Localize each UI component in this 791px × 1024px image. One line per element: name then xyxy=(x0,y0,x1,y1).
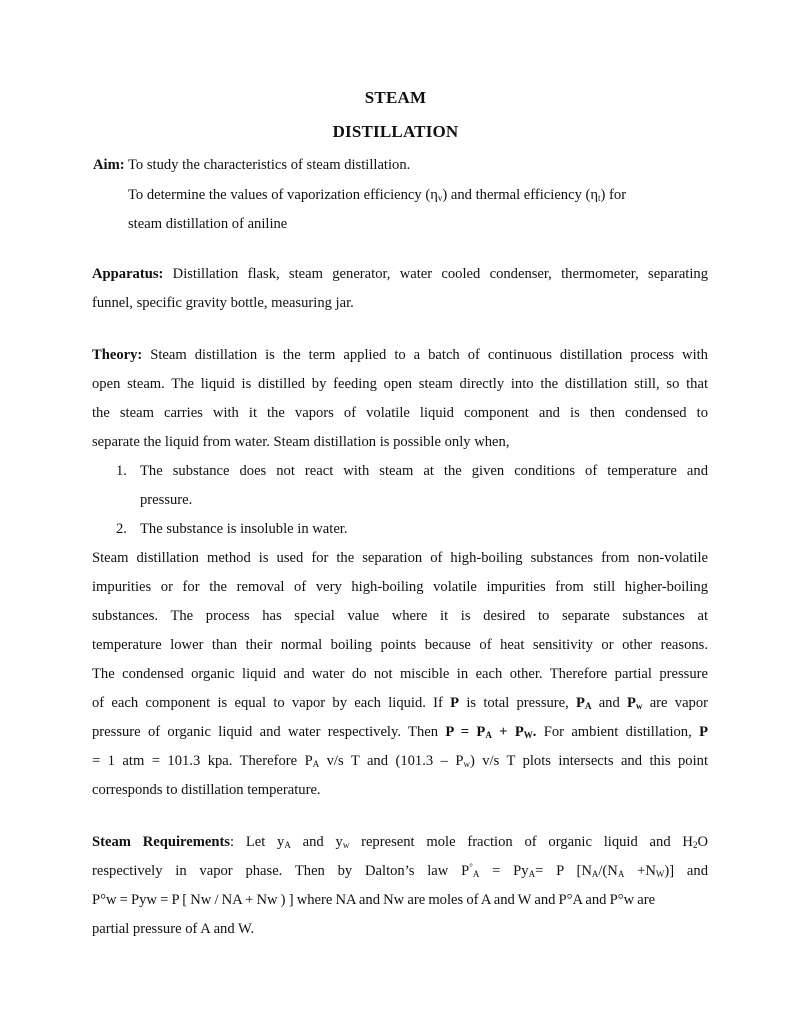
theory-para2-line-6: of each component is equal to vapor by each liquid. If P is total pressure, $P_A$ and $P_w$ are vapor xyxy=(92,695,708,711)
list-item-2: 2. The substance is insoluble in water. xyxy=(116,521,348,537)
apparatus-line-2: funnel, specific gravity bottle, measuring jar. xyxy=(92,295,354,311)
theory-line-2: open steam. The liquid is distilled by feeding open steam directly into the distillation still, so that xyxy=(92,376,708,392)
list-item-1-cont: pressure. xyxy=(140,492,193,508)
apparatus-line-1: Apparatus: Distillation flask, steam generator, water cooled condenser, thermometer, separating xyxy=(92,266,708,282)
aim-line-1: Aim: To study the characteristics of steam distillation. xyxy=(93,157,411,173)
steam-req-line-4: partial pressure of A and W. xyxy=(92,921,255,937)
theory-para2-line-2: impurities or for the removal of very high-boiling volatile impurities from still higher-boiling xyxy=(92,579,708,595)
aim-line-2: To determine the values of vaporization efficiency $(\eta_v)$ and thermal efficiency $(\eta_t)$ for xyxy=(128,187,627,203)
theory-line-3: the steam carries with it the vapors of volatile liquid component and is then condensed to xyxy=(92,405,708,421)
aim-line-3: steam distillation of aniline xyxy=(128,216,288,232)
theory-para2-line-3: substances. The process has special value where it is desired to separate substances at xyxy=(92,608,708,624)
theory-para2-line-5: The condensed organic liquid and water do not miscible in each other. Therefore partial pressure xyxy=(92,666,708,682)
apparatus-label: Apparatus: xyxy=(92,266,164,282)
aim-label: Aim: xyxy=(93,157,125,173)
steam-req-line-1: Steam Requirements: Let $y_A$ and $y_w$ represent mole fraction of organic liquid and $H_2O$ xyxy=(92,834,708,850)
theory-para2-line-8: = 1 atm = 101.3 kpa. Therefore $P_A$ v/s T and $(101.3 - P_w)$ v/s T plots intersects and this point xyxy=(92,753,708,769)
title-line-2: DISTILLATION xyxy=(332,122,459,141)
theory-para2-line-7: pressure of organic liquid and water respectively. Then $P = P_A + P_W$. For ambient distillation, P xyxy=(92,724,708,740)
theory-para2-line-4: temperature lower than their normal boiling points because of heat sensitivity or other reasons. xyxy=(92,637,708,653)
theory-para2-line-1: Steam distillation method is used for the separation of high-boiling substances from non-volatile xyxy=(92,550,708,566)
steam-req-line-3: P°w = Pyw = P [ Nw / NA + Nw ) ] where NA and Nw are moles of A and W and P°A and P°w are xyxy=(92,892,656,908)
steam-req-label: Steam Requirements xyxy=(92,834,230,850)
title-line-1: STEAM xyxy=(364,88,427,107)
theory-line-4: separate the liquid from water. Steam distillation is possible only when, xyxy=(92,434,510,450)
theory-para2-line-9: corresponds to distillation temperature. xyxy=(92,782,321,798)
steam-req-line-2: respectively in vapor phase. Then by Dalton’s law $P^\circ_A = Py_A= P$ $[N_A/(N_A +N_W)]$ and xyxy=(92,862,708,879)
theory-label: Theory: xyxy=(92,347,143,363)
list-item-1: 1. The substance does not react with steam at the given conditions of temperature and xyxy=(116,463,708,479)
theory-line-1: Theory: Steam distillation is the term applied to a batch of continuous distillation process with xyxy=(92,347,708,363)
